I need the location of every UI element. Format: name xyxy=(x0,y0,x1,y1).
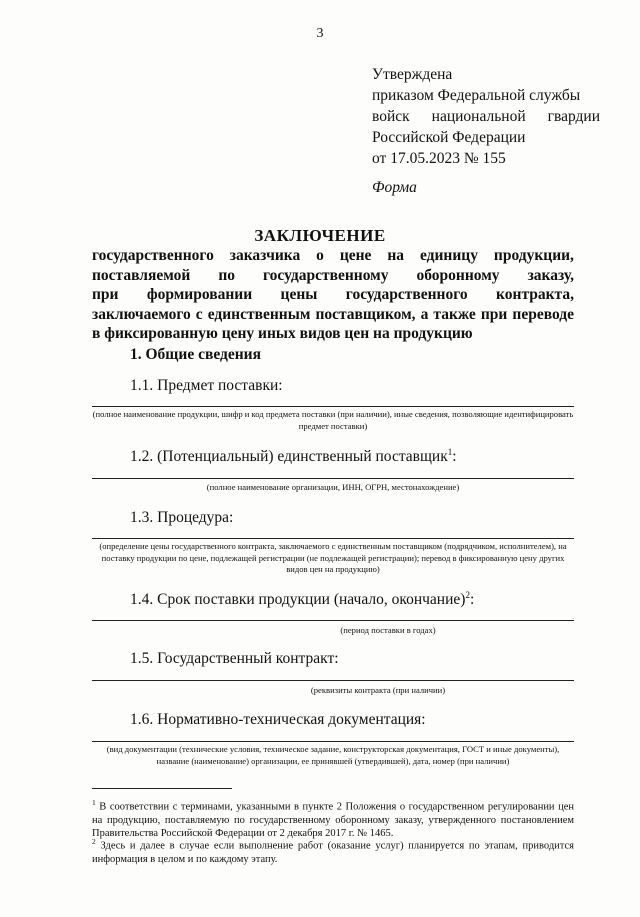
item-label-text: 1.2. (Потенциальный) единственный поставщик xyxy=(130,448,448,466)
item-label-text: 1.4. Срок поставки продукции (начало, окончание) xyxy=(130,591,466,609)
subtitle-word: цены xyxy=(280,286,318,303)
item-label-tail: : xyxy=(452,448,457,466)
footnote-ref: 2 xyxy=(465,590,470,600)
approval-line: приказом Федеральной службы xyxy=(372,87,581,104)
subtitle-word: государственного xyxy=(345,286,468,303)
page-number: 3 xyxy=(316,26,324,41)
approval-word: войск xyxy=(372,108,410,125)
subtitle-word: а xyxy=(420,305,429,323)
subtitle-word: государственному xyxy=(263,266,389,284)
subtitle-word: на xyxy=(387,247,405,264)
subtitle-word: единицу xyxy=(419,247,478,264)
item-label-tail: : xyxy=(469,591,475,609)
approval-line: Российской Федерации xyxy=(372,129,526,146)
approval-line: от 17.05.2023 № 155 xyxy=(372,150,506,167)
subtitle-word: о xyxy=(316,247,324,264)
fill-line-procedure xyxy=(92,538,574,539)
subtitle-word: переводе xyxy=(512,305,574,323)
document-title: ЗАКЛЮЧЕНИЕ xyxy=(254,226,386,245)
section-title: 1. Общие сведения xyxy=(130,346,261,363)
subtitle-word: формировании xyxy=(146,286,253,303)
hint-procedure: (определение цены государственного контракта, заключаемого с единственным поставщиком (подрядчиком, исполнителем), на поставку продукции по цене, подлежащей регистрации (не подлежащей регистрации); перевод в фиксированную цену других видов цен на продукцию) xyxy=(99,541,567,574)
hint-delivery-period: (период поставки в годах) xyxy=(340,625,436,635)
approval-line xyxy=(372,106,600,127)
hint-contract: (реквизиты контракта (при наличии) xyxy=(310,685,446,695)
subtitle-word: поставляемой xyxy=(92,266,191,284)
footnote-separator xyxy=(92,788,232,789)
item-label-normative-docs: 1.6. Нормативно-техническая документация: xyxy=(130,711,426,728)
subtitle-word: оборонному xyxy=(416,266,500,284)
subtitle-word: контракта, xyxy=(496,286,574,303)
subtitle-word: поставщиком, xyxy=(315,305,416,323)
subtitle-line xyxy=(92,246,574,266)
footnote-text: Здесь и далее в случае если выполнение работ (оказание услуг) планируется по этапам, приводится информация в целом и по каждому этапу. xyxy=(92,840,574,865)
item-label-procedure: 1.3. Процедура: xyxy=(130,509,234,526)
item-label-subject: 1.1. Предмет поставки: xyxy=(130,377,283,394)
approval-word: гвардии xyxy=(547,108,600,125)
subtitle-word: также xyxy=(433,305,476,323)
hint-supplier: (полное наименование организации, ИНН, ОГРН, местонахождение) xyxy=(206,482,460,492)
footnote-mark: 1 xyxy=(92,798,96,807)
subtitle-word: заказу, xyxy=(527,266,574,284)
document-subtitle xyxy=(92,246,574,344)
footnote-1 xyxy=(92,796,574,840)
hint-subject: (полное наименование продукции, шифр и код предмета поставки (при наличии), иные сведения, позволяющие идентифицировать предмет поставки) xyxy=(92,409,574,431)
approval-line: Утверждена xyxy=(372,66,453,83)
subtitle-word: продукции, xyxy=(493,247,574,264)
fill-line-delivery-period xyxy=(92,620,574,621)
fill-line-supplier xyxy=(92,478,574,479)
subtitle-word: заказчика xyxy=(229,247,301,264)
subtitle-word: по xyxy=(218,266,235,284)
item-label-contract: 1.5. Государственный контракт: xyxy=(130,650,339,667)
subtitle-line xyxy=(92,285,574,305)
hint-normative-docs: (вид документации (технические условия, техническое задание, конструкторская документация, ГОСТ и иные документы), название (наименование) организации, ее принявшей (утвердившей), дата, номер (при наличии) xyxy=(106,744,560,766)
item-label-supplier xyxy=(130,447,457,466)
form-label: Форма xyxy=(372,179,417,196)
footnote-2 xyxy=(92,835,574,866)
approval-word: национальной xyxy=(431,108,526,125)
subtitle-word: государственного xyxy=(92,247,214,264)
subtitle-word: заключаемого xyxy=(92,305,191,323)
footnote-text: В соответствии с терминами, указанными в пункте 2 Положения о государственном регулировании цен на продукцию, поставляемую по государственному оборонному заказу, утвержденного постановлением Правительства Российской Федерации от 2 декабря 2017 г. № 1465. xyxy=(92,801,574,839)
fill-line-contract xyxy=(92,680,574,681)
subtitle-line xyxy=(92,305,574,325)
subtitle-word: цене xyxy=(339,247,372,264)
item-label-delivery-period xyxy=(130,590,474,609)
approval-block xyxy=(372,64,622,169)
subtitle-word: при xyxy=(92,286,119,303)
subtitle-line: в фиксированную цену иных видов цен на продукцию xyxy=(92,325,473,342)
fill-line-normative-docs xyxy=(92,741,574,742)
subtitle-word: единственным xyxy=(207,305,311,323)
fill-line-subject xyxy=(92,406,574,407)
subtitle-word: при xyxy=(480,305,508,323)
subtitle-word: с xyxy=(195,305,203,323)
footnote-mark: 2 xyxy=(92,837,96,846)
subtitle-line xyxy=(92,266,574,286)
footnote-ref: 1 xyxy=(447,447,453,457)
